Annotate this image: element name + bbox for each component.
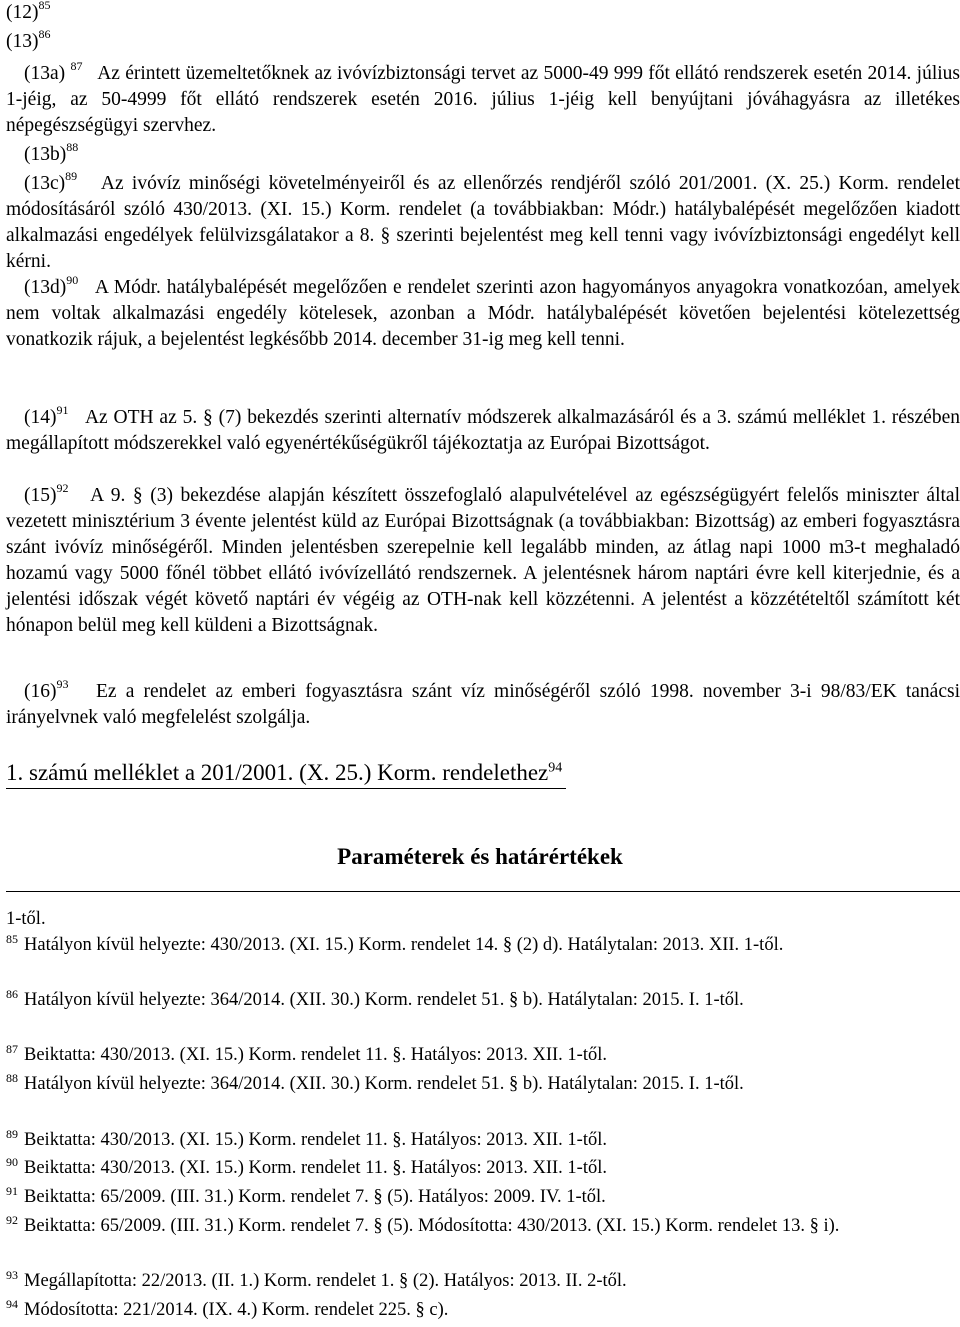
footnote-94: $^{94}$ Módosította: 221/2014. (IX. 4.) Korm. rendelet 225. § c). — [6, 1296, 449, 1320]
paragraph-13: $(13)^{86}$ — [6, 26, 51, 52]
footnote-ref: 89 — [65, 168, 78, 183]
footnote-91: $^{91}$ Beiktatta: 65/2009. (III. 31.) Korm. rendelet 7. § (5). Hatályos: 2009. IV. 1-től. — [6, 1183, 606, 1207]
footnote-ref: 88 — [66, 139, 79, 154]
section-heading: Paraméterek és határértékek — [337, 844, 623, 869]
paragraph-12: $(12)^{85}$ — [6, 0, 960, 26]
annex-heading: 1. számú melléklet a 201/2001. (X. 25.) Korm. rendelethez$^{94}$ — [6, 758, 566, 789]
footnote-ref: 85 — [38, 0, 51, 12]
paragraph-15: $(15)^{92}$ A 9. § (3) bekezdése alapján készített összefoglaló alapulvételével az egészségügyért felelős miniszter által vezetett minisztérium 3 évente jelentést küld az Európai Bizottságnak (a továbbiakban: Bizottság) az emberi fogyasztásra szánt ivóvíz minőségéről. Minden jelentésben szerepelnie kell legalább minden, az átlag napi 1000 m3-t meghaladó hozamú vagy 5000 főnél többet ellátó ivóvízellátó rendszernek. A jelentésnek három naptári évre kell kiterjednie, és a jelentési időszak végét követő naptári év végéig az OTH-nak kell közzétenni. A jelentést a közzétételtől számított két hónapon belül meg kell küldeni a Bizottságnak. — [6, 480, 960, 637]
footnote-ref: 86 — [38, 26, 51, 41]
footnote-ref: 92 — [56, 480, 69, 495]
footnote-ref: 87 — [70, 58, 83, 73]
footnote-ref: 93 — [56, 676, 69, 691]
footnote-carryover: 1-től. — [6, 909, 46, 929]
footnote-90: $^{90}$ Beiktatta: 430/2013. (XI. 15.) Korm. rendelet 11. §. Hatályos: 2013. XII. 1-től. — [6, 1154, 607, 1178]
footnote-ref: 90 — [66, 272, 79, 287]
footnote-86: $^{86}$ Hatályon kívül helyezte: 364/2014. (XII. 30.) Korm. rendelet 51. § b). Hatálytalan: 2015. I. 1-től. — [6, 986, 744, 1010]
footnote-85: $^{85}$ Hatályon kívül helyezte: 430/2013. (XI. 15.) Korm. rendelet 14. § (2) d). Hatálytalan: 2013. XII. 1-től. — [6, 931, 784, 955]
paragraph-13a: (13a) $^{87}$ Az érintett üzemeltetőknek az ivóvízbiztonsági tervet az 5000-49 999 főt ellátó rendszerek esetén 2014. július 1-jéig, az 50-4999 főt ellátó rendszerek esetén 2016. július 1-jéig kell benyújtani jóváhagyásra az illetékes népegészségügyi szervhez. — [6, 58, 960, 137]
paragraph-13d: $(13d)^{90}$ A Módr. hatálybalépését megelőzően e rendelet szerinti azon hagyományos anyagokra vonatkozóan, amelyek nem voltak alkalmazási engedély kötelesek, azonban a Módr. hatálybalépését követően bejelentési kötelezettség vonatkozik rájuk, a bejelentést legkésőbb 2014. december 31-ig meg kell tenni. — [6, 272, 960, 351]
footnote-separator — [6, 891, 960, 892]
footnote-93: $^{93}$ Megállapította: 22/2013. (II. 1.) Korm. rendelet 1. § (2). Hatályos: 2013. II. 2-től. — [6, 1267, 627, 1291]
paragraph-13b: $(13b)^{88}$ — [24, 139, 79, 165]
paragraph-13c: $(13c)^{89}$ Az ivóvíz minőségi követelményeiről és az ellenőrzés rendjéről szóló 201/2001. (X. 25.) Korm. rendelet módosításáról szóló 430/2013. (XI. 15.) Korm. rendelet (a továbbiakban: Módr.) hatálybalépését megelőzően kiadott alkalmazási engedélyek felülvizsgálatakor a 8. § szerinti bejelentést meg kell tenni vagy ivóvízbiztonsági engedélyt kell kérni. — [6, 168, 960, 273]
footnote-ref: 91 — [56, 402, 69, 417]
footnote-89: $^{89}$ Beiktatta: 430/2013. (XI. 15.) Korm. rendelet 11. §. Hatályos: 2013. XII. 1-től. — [6, 1126, 607, 1150]
paragraph-14: $(14)^{91}$ Az OTH az 5. § (7) bekezdés szerinti alternatív módszerek alkalmazásáról és a 3. számú melléklet 1. részében megállapított módszerekkel való egyenértékűségükről tájékoztatja az Európai Bizottságot. — [6, 402, 960, 455]
footnote-ref: 94 — [548, 760, 563, 776]
footnote-92: $^{92}$ Beiktatta: 65/2009. (III. 31.) Korm. rendelet 7. § (5). Módosította: 430/2013. (XI. 15.) Korm. rendelet 13. § i). — [6, 1212, 840, 1236]
footnote-87: $^{87}$ Beiktatta: 430/2013. (XI. 15.) Korm. rendelet 11. §. Hatályos: 2013. XII. 1-től. — [6, 1041, 607, 1065]
footnote-88: $^{88}$ Hatályon kívül helyezte: 364/2014. (XII. 30.) Korm. rendelet 51. § b). Hatálytalan: 2015. I. 1-től. — [6, 1070, 744, 1094]
paragraph-16: $(16)^{93}$ Ez a rendelet az emberi fogyasztásra szánt víz minőségéről szóló 1998. november 3-i 98/83/EK tanácsi irányelvnek való megfelelést szolgálja. — [6, 676, 960, 729]
